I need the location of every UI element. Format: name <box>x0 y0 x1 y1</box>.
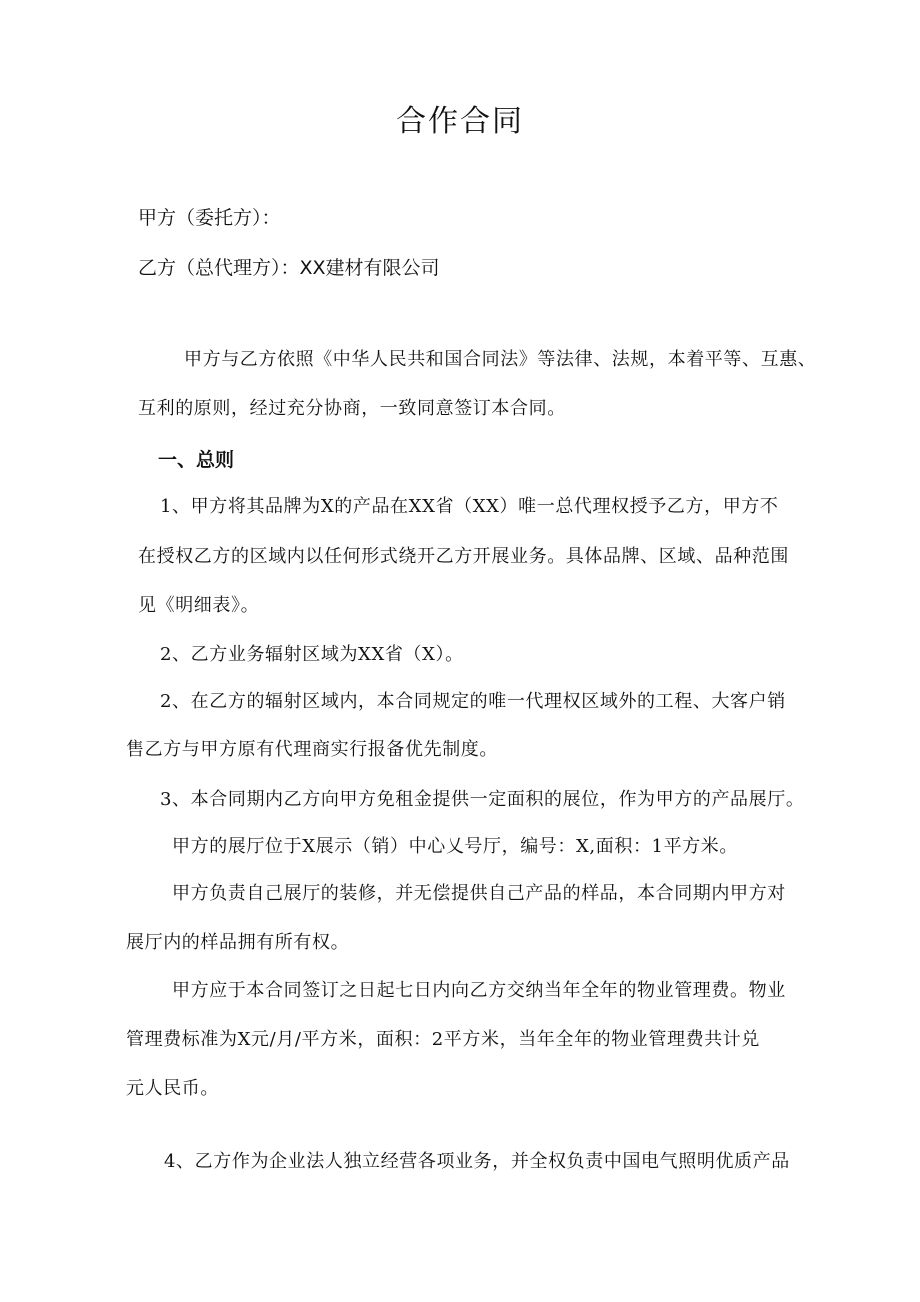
paragraph-line: 甲方与乙方依照《中华人民共和国合同法》等法律、法规，本着平等、互惠、 <box>184 349 817 370</box>
paragraph-line: 4、乙方作为企业法人独立经营各项业务，并全权负责中国电气照明优质产品 <box>164 1151 790 1172</box>
party-b-line: 乙方（总代理方）：XX建材有限公司 <box>138 257 440 279</box>
paragraph-line: 在授权乙方的区域内以任何形式绕开乙方开展业务。具体品牌、区域、品种范围 <box>138 546 789 567</box>
paragraph-line: 展厅内的样品拥有所有权。 <box>126 932 350 953</box>
paragraph-line: 甲方应于本合同签订之日起七日内向乙方交纳当年全年的物业管理费。物业 <box>172 980 786 1001</box>
paragraph-line: 管理费标准为X元/月/平方米，面积：2平方米，当年全年的物业管理费共计兑 <box>126 1029 760 1050</box>
paragraph-line: 1、甲方将其品牌为X的产品在XX省（XX）唯一总代理权授予乙方，甲方不 <box>160 496 779 517</box>
paragraph-line: 2、乙方业务辐射区域为XX省（X）。 <box>160 644 464 665</box>
document-title: 合作合同 <box>396 104 524 139</box>
paragraph-line: 甲方负责自己展厅的装修，并无偿提供自己产品的样品，本合同期内甲方对 <box>172 883 786 904</box>
paragraph-line: 元人民币。 <box>126 1078 219 1099</box>
paragraph-line: 互利的原则，经过充分协商，一致同意签订本合同。 <box>138 398 566 419</box>
paragraph-line: 2、在乙方的辐射区域内，本合同规定的唯一代理权区域外的工程、大客户销 <box>160 691 786 712</box>
paragraph-line: 售乙方与甲方原有代理商实行报备优先制度。 <box>126 739 498 760</box>
party-a-line: 甲方（委托方）： <box>138 207 281 229</box>
section-heading-general: 一、总则 <box>158 449 235 471</box>
paragraph-line: 见《明细表》。 <box>138 595 260 616</box>
paragraph-line: 甲方的展厅位于X展示（销）中心乂号厅，编号：X,面积：1平方米。 <box>172 836 738 857</box>
paragraph-line: 3、本合同期内乙方向甲方免租金提供一定面积的展位，作为甲方的产品展厅。 <box>160 789 805 810</box>
